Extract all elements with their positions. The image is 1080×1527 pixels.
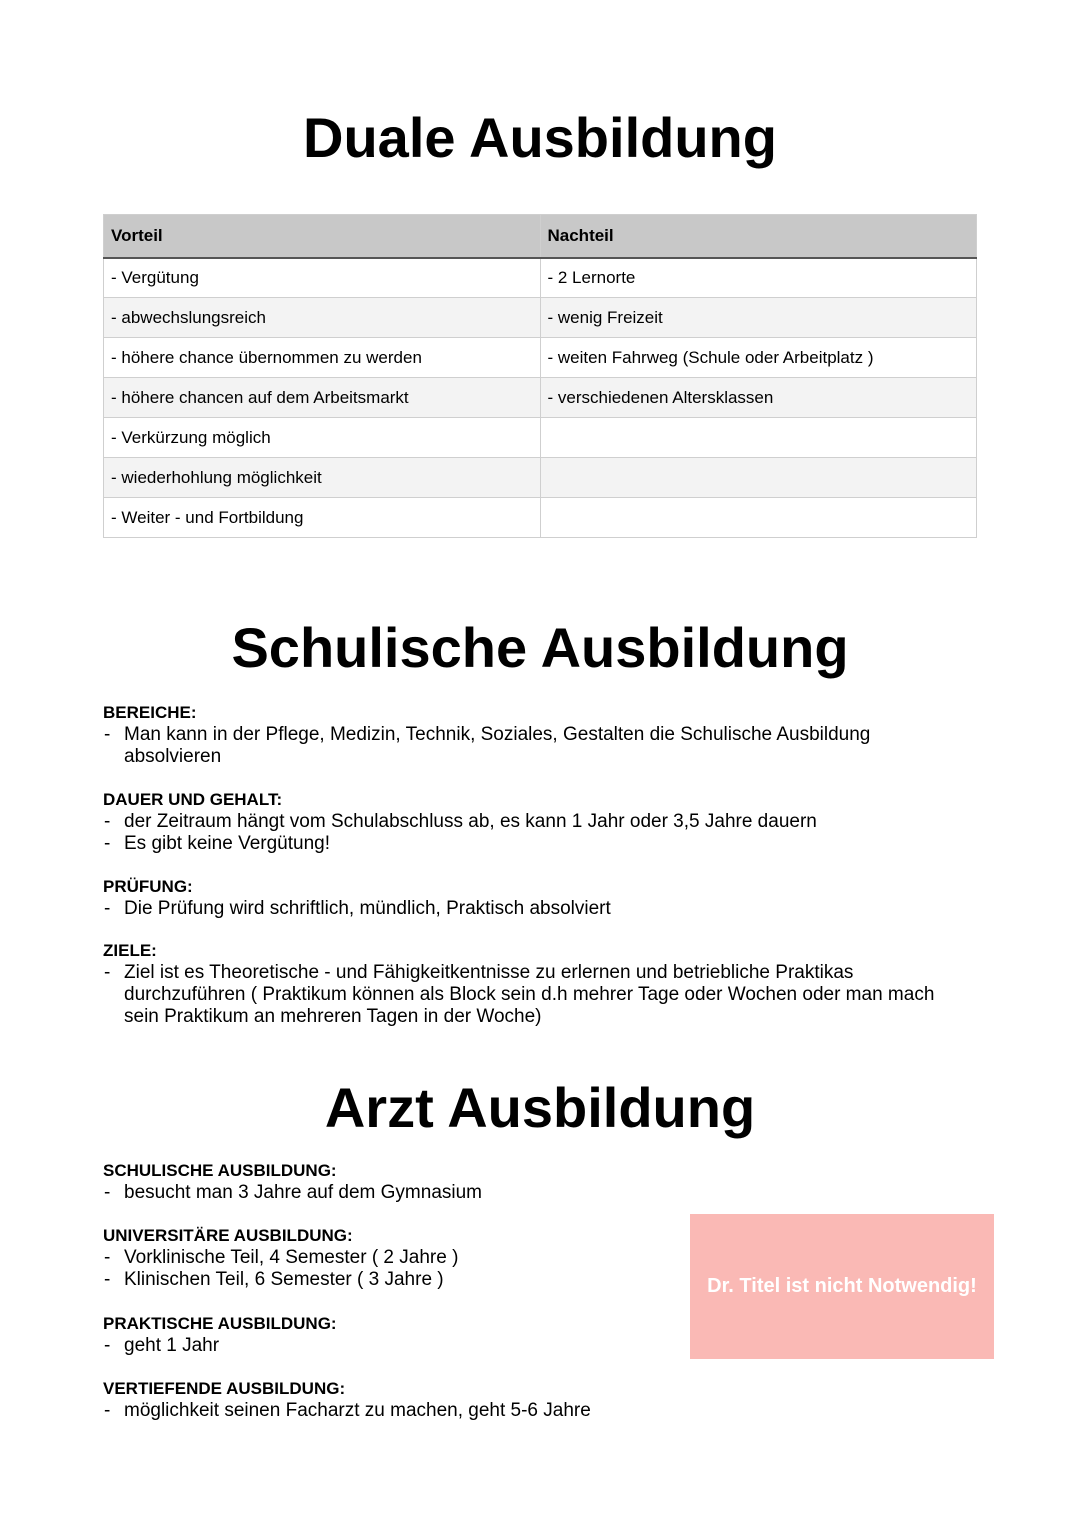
table-row bbox=[104, 338, 977, 378]
table-cell: - verschiedenen Altersklassen bbox=[540, 378, 977, 418]
table-cell: - abwechslungsreich bbox=[104, 298, 541, 338]
table-row bbox=[104, 258, 977, 298]
list-item: - Es gibt keine Vergütung! bbox=[103, 833, 943, 855]
section-vertiefende-ausbildung bbox=[103, 1378, 943, 1422]
list-item: - Klinischen Teil, 6 Semester ( 3 Jahre ) bbox=[103, 1269, 943, 1291]
table-cell: - höhere chancen auf dem Arbeitsmarkt bbox=[104, 378, 541, 418]
list-item: - Die Prüfung wird schriftlich, mündlich, Praktisch absolviert bbox=[103, 898, 943, 920]
table-cell: - Vergütung bbox=[104, 258, 541, 298]
column-header-nachteil: Nachteil bbox=[540, 215, 977, 258]
section-heading: UNIVERSITÄRE AUSBILDUNG: bbox=[103, 1226, 353, 1245]
list-item: - Vorklinische Teil, 4 Semester ( 2 Jahre ) bbox=[103, 1247, 943, 1269]
table-cell bbox=[540, 418, 977, 458]
section-ziele bbox=[103, 940, 943, 1028]
bullet-list bbox=[103, 1400, 943, 1422]
list-item: - besucht man 3 Jahre auf dem Gymnasium bbox=[103, 1182, 943, 1204]
table-row bbox=[104, 458, 977, 498]
list-item: - geht 1 Jahr bbox=[103, 1335, 943, 1357]
section-dauer-gehalt bbox=[103, 789, 943, 855]
bullet-list bbox=[103, 1182, 943, 1204]
bullet-list bbox=[103, 898, 943, 920]
bullet-list bbox=[103, 811, 943, 855]
table-header-row bbox=[104, 215, 977, 258]
section-heading: PRAKTISCHE AUSBILDUNG: bbox=[103, 1314, 337, 1333]
section-heading: VERTIEFENDE AUSBILDUNG: bbox=[103, 1379, 346, 1398]
table-cell: - Verkürzung möglich bbox=[104, 418, 541, 458]
table-cell: - 2 Lernorte bbox=[540, 258, 977, 298]
section-bereiche bbox=[103, 702, 943, 768]
section-heading: BEREICHE: bbox=[103, 703, 197, 722]
table-row bbox=[104, 418, 977, 458]
table-row bbox=[104, 298, 977, 338]
list-item: - der Zeitraum hängt vom Schulabschluss ab, es kann 1 Jahr oder 3,5 Jahre dauern bbox=[103, 811, 943, 833]
section-heading: SCHULISCHE AUSBILDUNG: bbox=[103, 1161, 337, 1180]
section-heading: DAUER UND GEHALT: bbox=[103, 790, 283, 809]
column-header-vorteil: Vorteil bbox=[104, 215, 541, 258]
section-schulische-ausbildung bbox=[103, 1160, 943, 1204]
note-box: Dr. Titel ist nicht Notwendig! bbox=[690, 1214, 994, 1359]
table-cell: - höhere chance übernommen zu werden bbox=[104, 338, 541, 378]
table-row bbox=[104, 498, 977, 538]
section-pruefung bbox=[103, 876, 943, 920]
table-cell bbox=[540, 458, 977, 498]
comparison-table bbox=[103, 214, 977, 538]
list-item: - Man kann in der Pflege, Medizin, Technik, Soziales, Gestalten die Schulische Ausbildung absolvieren bbox=[103, 724, 943, 768]
list-item: - Ziel ist es Theoretische - und Fähigkeitkentnisse zu erlernen und betriebliche Praktikas durchzuführen ( Praktikum können als Block sein d.h mehrer Tage oder Wochen oder man mach sein Praktikum an mehreren Tagen in der Woche) bbox=[103, 962, 943, 1028]
table-cell: - wiederhohlung möglichkeit bbox=[104, 458, 541, 498]
section-heading: ZIELE: bbox=[103, 941, 157, 960]
table-cell: - weiten Fahrweg (Schule oder Arbeitplatz ) bbox=[540, 338, 977, 378]
schulische-title: Schulische Ausbildung bbox=[231, 616, 849, 679]
bullet-list bbox=[103, 962, 943, 1028]
list-item: - möglichkeit seinen Facharzt zu machen, geht 5-6 Jahre bbox=[103, 1400, 943, 1422]
table-row bbox=[104, 378, 977, 418]
table-cell bbox=[540, 498, 977, 538]
section-heading: PRÜFUNG: bbox=[103, 877, 193, 896]
arzt-title: Arzt Ausbildung bbox=[324, 1076, 756, 1139]
duale-title: Duale Ausbildung bbox=[303, 106, 777, 169]
bullet-list bbox=[103, 724, 943, 768]
table-cell: - Weiter - und Fortbildung bbox=[104, 498, 541, 538]
table-cell: - wenig Freizeit bbox=[540, 298, 977, 338]
